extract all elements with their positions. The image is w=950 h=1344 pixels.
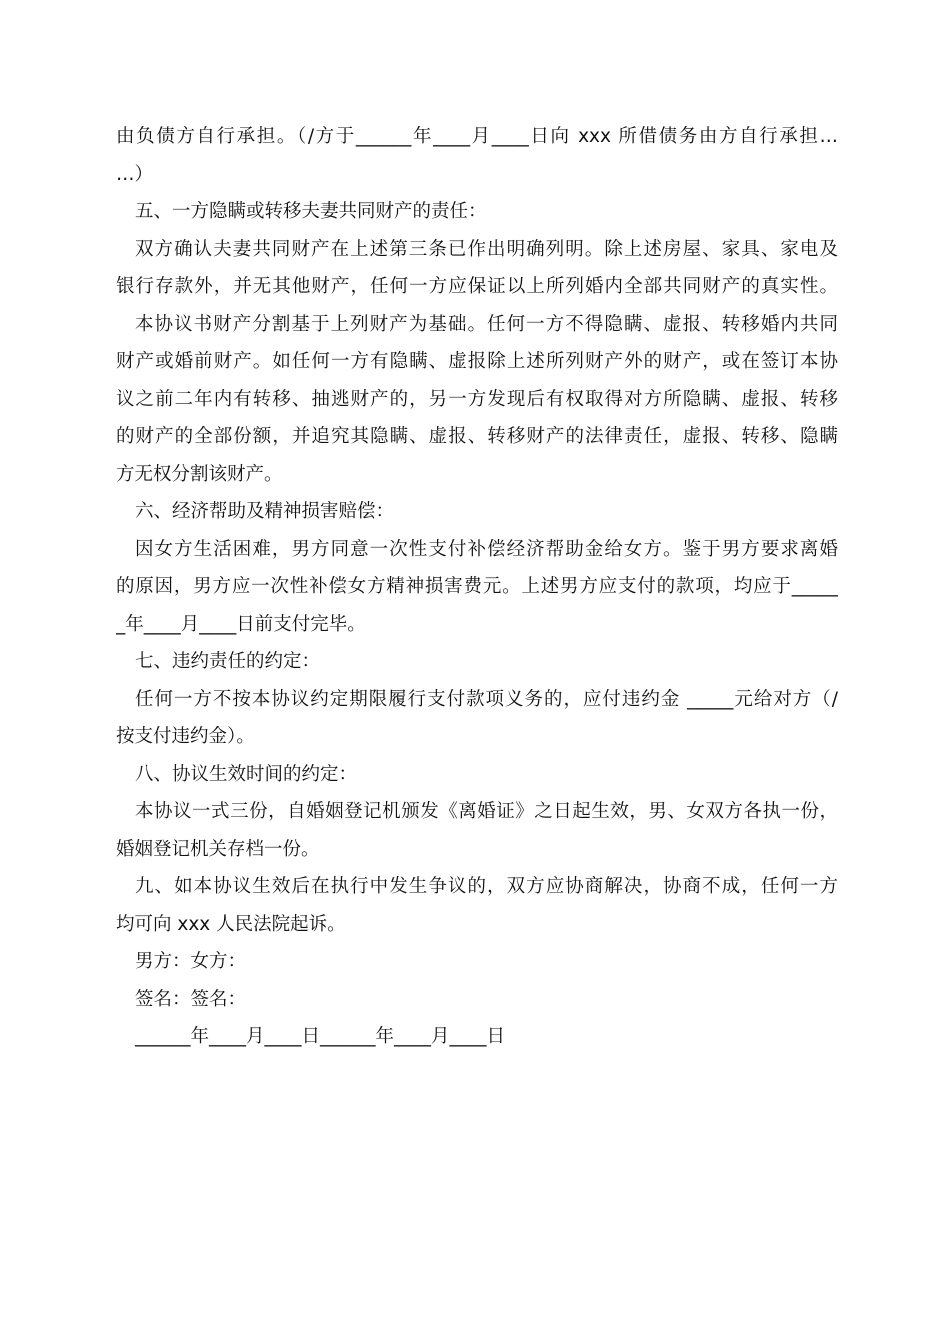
section-heading: 九、如本协议生效后在执行中发生争议的，双方应协商解决，协商不成，任何一方 (135, 876, 838, 897)
text-line: 本协议书财产分割基于上列财产为基础。任何一方不得隐瞒、虚报、转移婚内共同 (135, 313, 838, 335)
text-line: 方无权分割该财产。 (116, 463, 283, 485)
text-line: 均可向 xxx 人民法院起诉。 (116, 913, 346, 935)
section-heading: 五、一方隐瞒或转移夫妻共同财产的责任： (135, 201, 487, 222)
text-line: _年____月____日前支付完毕。 (116, 613, 366, 635)
text-line: 银行存款外，并无其他财产，任何一方应保证以上所列婚内全部共同财产的真实性。 (116, 276, 838, 297)
text-line: 由负债方自行承担。（/方于______年____月____日向 xxx 所借债务由方自行承担… (116, 126, 838, 147)
signature-dates: ______年____月____日______年____月____日 (135, 1026, 506, 1047)
section-heading: 七、违约责任的约定： (135, 651, 321, 672)
text-line: 的原因，男方应一次性补偿女方精神损害费元。上述男方应支付的款项，均应于_____ (116, 576, 838, 597)
text-line: 议之前二年内有转移、抽逃财产的，另一方发现后有权取得对方所隐瞒、虚报、转移 (116, 388, 838, 410)
text-line: 因女方生活困难，男方同意一次性支付补偿经济帮助金给女方。鉴于男方要求离婚 (135, 538, 838, 560)
text-line: 的财产的全部份额，并追究其隐瞒、虚报、转移财产的法律责任，虚报、转移、隐瞒 (116, 426, 838, 447)
section-heading: 八、协议生效时间的约定： (135, 763, 358, 785)
text-line: 本协议一式三份，自婚姻登记机颁发《离婚证》之日起生效，男、女双方各执一份， (135, 801, 838, 822)
section-heading: 六、经济帮助及精神损害赔偿： (135, 501, 395, 522)
document-body (116, 118, 838, 1056)
signature-parties: 男方：女方： (135, 951, 247, 972)
text-line: 双方确认夫妻共同财产在上述第三条已作出明确列明。除上述房屋、家具、家电及 (135, 238, 838, 260)
text-line: 财产或婚前财产。如任何一方有隐瞒、虚报除上述所列财产外的财产，或在签订本协 (116, 351, 838, 372)
text-line: …） (116, 163, 154, 185)
signature-labels: 签名：签名： (135, 988, 247, 1010)
text-line: 任何一方不按本协议约定期限履行支付款项义务的，应付违约金 _____元给对方（/ (135, 688, 838, 710)
text-line: 按支付违约金）。 (116, 726, 255, 747)
text-line: 婚姻登记机关存档一份。 (116, 838, 320, 860)
